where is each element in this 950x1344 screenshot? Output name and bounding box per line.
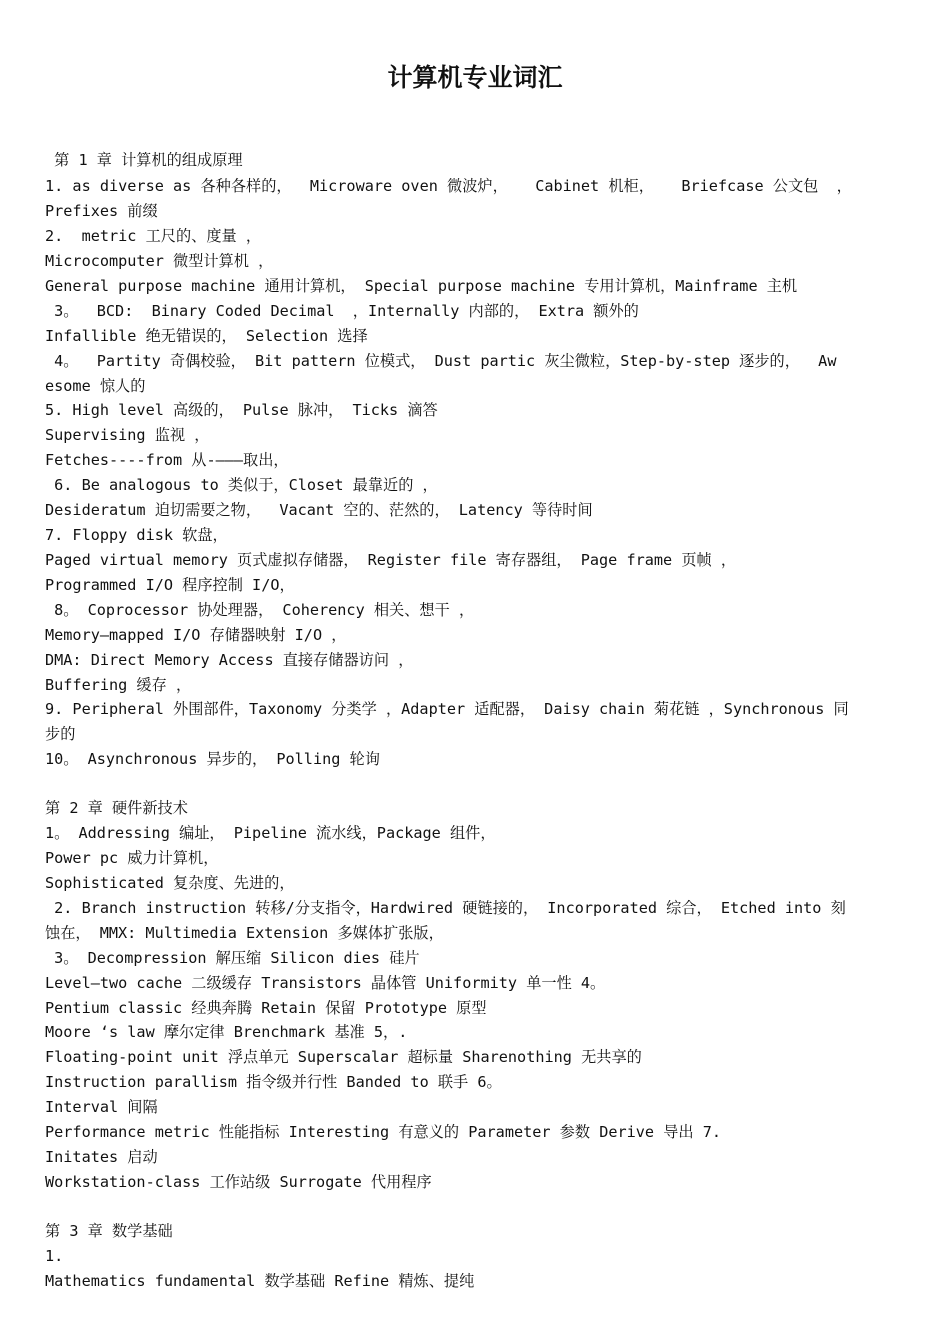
text-line: Sophisticated 复杂度、先进的， [45,874,295,892]
text-line: Desideratum 迫切需要之物， Vacant 空的、茫然的， Latency 等待时间 [45,501,593,519]
text-line: 1. as diverse as 各种各样的， Microware oven 微波炉， Cabinet 机柜， Briefcase 公文包 ， [45,177,852,195]
text-line: Level—two cache 二级缓存 Transistors 晶体管 Uniformity 单一性 4。 [45,974,606,992]
text-line: 6. Be analogous to 类似于，Closet 最靠近的 ， [45,476,438,494]
text-line: Performance metric 性能指标 Interesting 有意义的 Parameter 参数 Derive 导出 7. [45,1123,722,1141]
text-line: Prefixes 前缀 [45,202,158,220]
chapter-heading: 第 3 章 数学基础 [45,1222,173,1240]
text-line: 3。 Decompression 解压缩 Silicon dies 硅片 [45,949,420,967]
text-line: Pentium classic 经典奔腾 Retain 保留 Prototype 原型 [45,999,487,1017]
text-line: 1。 Addressing 编址， Pipeline 流水线，Package 组件， [45,824,496,842]
text-line: 8。 Coprocessor 协处理器， Coherency 相关、想干 ， [45,601,475,619]
text-line: 步的 [45,725,76,743]
text-line: 3。 BCD: Binary Coded Decimal ，Internally 内部的， Extra 额外的 [45,302,639,320]
text-line: Memory—mapped I/O 存储器映射 I/O ， [45,626,347,644]
text-line: Floating-point unit 浮点单元 Superscalar 超标量 Sharenothing 无共享的 [45,1048,642,1066]
text-line: esome 惊人的 [45,377,146,395]
text-line: DMA: Direct Memory Access 直接存储器访问 ， [45,651,414,669]
text-line: Infallible 绝无错误的， Selection 选择 [45,327,368,345]
text-line: Power pc 威力计算机， [45,849,219,867]
chapter-heading: 第 2 章 硬件新技术 [45,799,188,817]
text-line: Buffering 缓存 ， [45,676,192,694]
text-line: 5. High level 高级的， Pulse 脉冲， Ticks 滴答 [45,401,438,419]
text-line: Microcomputer 微型计算机 ， [45,252,274,270]
chapter-heading: 第 1 章 计算机的组成原理 [45,151,243,169]
text-line: 4。 Partity 奇偶校验， Bit pattern 位模式， Dust partic 灰尘微粒，Step-by-step 逐步的， Aw [45,352,837,370]
text-line: General purpose machine 通用计算机， Special purpose machine 专用计算机，Mainframe 主机 [45,277,798,295]
text-line: Workstation-class 工作站级 Surrogate 代用程序 [45,1173,432,1191]
text-line: 1. [45,1247,64,1265]
text-line: 7. Floppy disk 软盘， [45,526,228,544]
text-line: Supervising 监视 ， [45,426,210,444]
text-line: Programmed I/O 程序控制 I/O， [45,576,295,594]
text-line: Paged virtual memory 页式虚拟存储器， Register file 寄存器组， Page frame 页帧 ， [45,551,737,569]
document-title: 计算机专业词汇 [387,63,563,92]
text-line: 9. Peripheral 外围部件，Taxonomy 分类学 ，Adapter 适配器， Daisy chain 菊花链 ，Synchronous 同 [45,700,849,718]
text-line: 蚀在， MMX: Multimedia Extension 多媒体扩张版， [45,924,444,942]
text-line: Mathematics fundamental 数学基础 Refine 精炼、提纯 [45,1272,475,1290]
text-line: Moore ‘s law 摩尔定律 Brenchmark 基准 5，. [45,1023,408,1041]
text-line: Fetches----from 从-———取出， [45,451,289,469]
text-line: Interval 间隔 [45,1098,158,1116]
text-line: 2. metric 工尺的、度量 ， [45,227,262,245]
text-line: Initates 启动 [45,1148,158,1166]
text-line: 2. Branch instruction 转移/分支指令，Hardwired 硬链接的， Incorporated 综合， Etched into 刻 [45,899,846,917]
text-line: 10。 Asynchronous 异步的， Polling 轮询 [45,750,380,768]
text-line: Instruction parallism 指令级并行性 Banded to 联手 6。 [45,1073,502,1091]
